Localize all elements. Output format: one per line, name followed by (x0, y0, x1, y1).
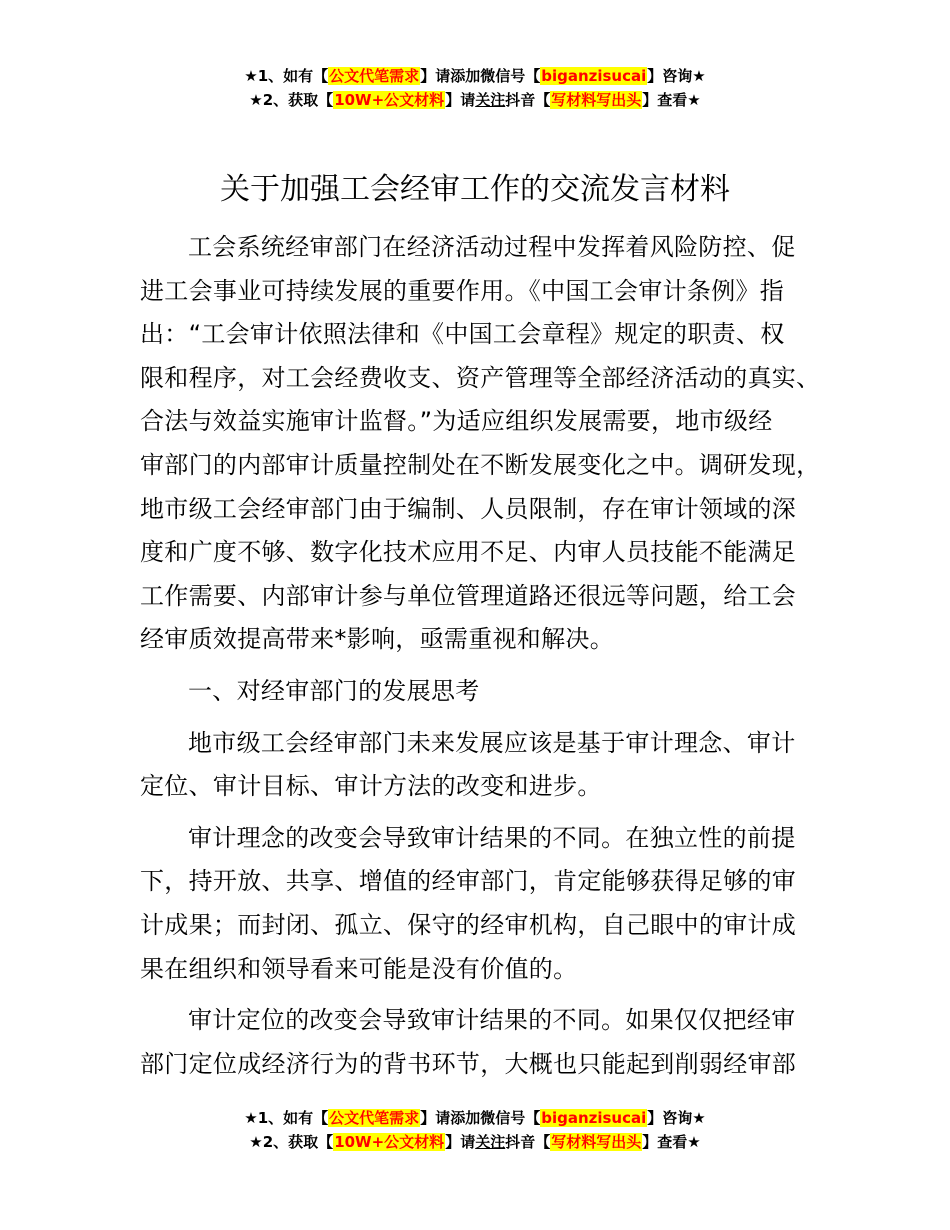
banner-text: 抖音【 (505, 1133, 551, 1151)
document-body (140, 226, 830, 1086)
text-line: 工会系统经审部门在经济活动过程中发挥着风险防控、促 (188, 233, 796, 261)
banner-text: 】请添加微信号【 (420, 1109, 541, 1127)
banner-text: 】查看★ (642, 1133, 701, 1151)
banner-text: 】查看★ (642, 91, 701, 109)
banner-line-1 (0, 1106, 950, 1130)
wechat-id-highlight: biganzisucai (541, 1109, 647, 1127)
text-line: 地市级工会经审部门由于编制、人员限制，存在审计领域的深 (140, 494, 797, 523)
text-line: 审计理念的改变会导致审计结果的不同。在独立性的前提 (188, 823, 796, 852)
banner-text: 】请 (445, 91, 476, 109)
banner-text: 】请 (445, 1133, 476, 1151)
banner-highlight: 10W+公文材料 (334, 1133, 445, 1151)
wechat-id-highlight: biganzisucai (541, 67, 647, 85)
paragraph (140, 722, 830, 809)
text-line: 一、对经审部门的发展思考 (188, 676, 480, 705)
text-line: 审计定位的改变会导致审计结果的不同。如果仅仅把经审 (188, 1006, 796, 1035)
text-line: 定位、审计目标、审计方法的改变和进步。 (140, 772, 602, 801)
paragraph (140, 226, 830, 662)
banner-line-1 (0, 64, 950, 88)
banner-text: ★2、获取【 (249, 91, 334, 109)
document-title: 关于加强工会经审工作的交流发言材料 (220, 172, 730, 207)
section-heading (140, 670, 830, 714)
banner-text: ★2、获取【 (249, 1133, 334, 1151)
header-banner (0, 64, 950, 112)
text-line: 果在组织和领导看来可能是没有价值的。 (140, 954, 578, 983)
text-line: 工作需要、内部审计参与单位管理道路还很远等问题，给工会 (140, 581, 797, 610)
text-line: 进工会事业可持续发展的重要作用。《中国工会审计条例》指 (140, 276, 785, 305)
banner-highlight: 10W+公文材料 (334, 91, 445, 109)
text-line: 限和程序，对工会经费收支、资产管理等全部经济活动的真实、 (140, 363, 821, 392)
paragraph (140, 999, 830, 1086)
footer-banner (0, 1106, 950, 1154)
banner-underlined-text: 关注 (475, 91, 506, 109)
text-line: 部门定位成经济行为的背书环节，大概也只能起到削弱经审部 (140, 1049, 797, 1078)
banner-text: 】咨询★ (647, 1109, 706, 1127)
text-line: 地市级工会经审部门未来发展应该是基于审计理念、审计 (188, 728, 796, 757)
douyin-account-highlight: 写材料写出头 (551, 91, 642, 109)
text-line: 计成果；而封闭、孤立、保守的经审机构，自己眼中的审计成 (140, 910, 797, 939)
banner-line-2 (0, 1130, 950, 1154)
text-line: 合法与效益实施审计监督。”为适应组织发展需要，地市级经 (140, 407, 773, 436)
banner-underlined-text: 关注 (475, 1133, 506, 1151)
banner-text: ★1、如有【 (244, 67, 329, 85)
banner-highlight: 公文代笔需求 (329, 1109, 420, 1127)
banner-highlight: 公文代笔需求 (329, 67, 420, 85)
text-line: 出：“工会审计依照法律和《中国工会章程》规定的职责、权 (140, 320, 785, 349)
text-line: 下，持开放、共享、增值的经审部门，肯定能够获得足够的审 (140, 867, 797, 896)
banner-text: ★1、如有【 (244, 1109, 329, 1127)
banner-text: 抖音【 (505, 91, 551, 109)
text-line: 审部门的内部审计质量控制处在不断发展变化之中。调研发现， (140, 450, 821, 479)
banner-text: 】请添加微信号【 (420, 67, 541, 85)
douyin-account-highlight: 写材料写出头 (551, 1133, 642, 1151)
text-line: 经审质效提高带来*影响，亟需重视和解决。 (140, 625, 614, 654)
banner-text: 】咨询★ (647, 67, 706, 85)
paragraph (140, 817, 830, 991)
banner-line-2 (0, 88, 950, 112)
text-line: 度和广度不够、数字化技术应用不足、内审人员技能不能满足 (140, 538, 797, 567)
